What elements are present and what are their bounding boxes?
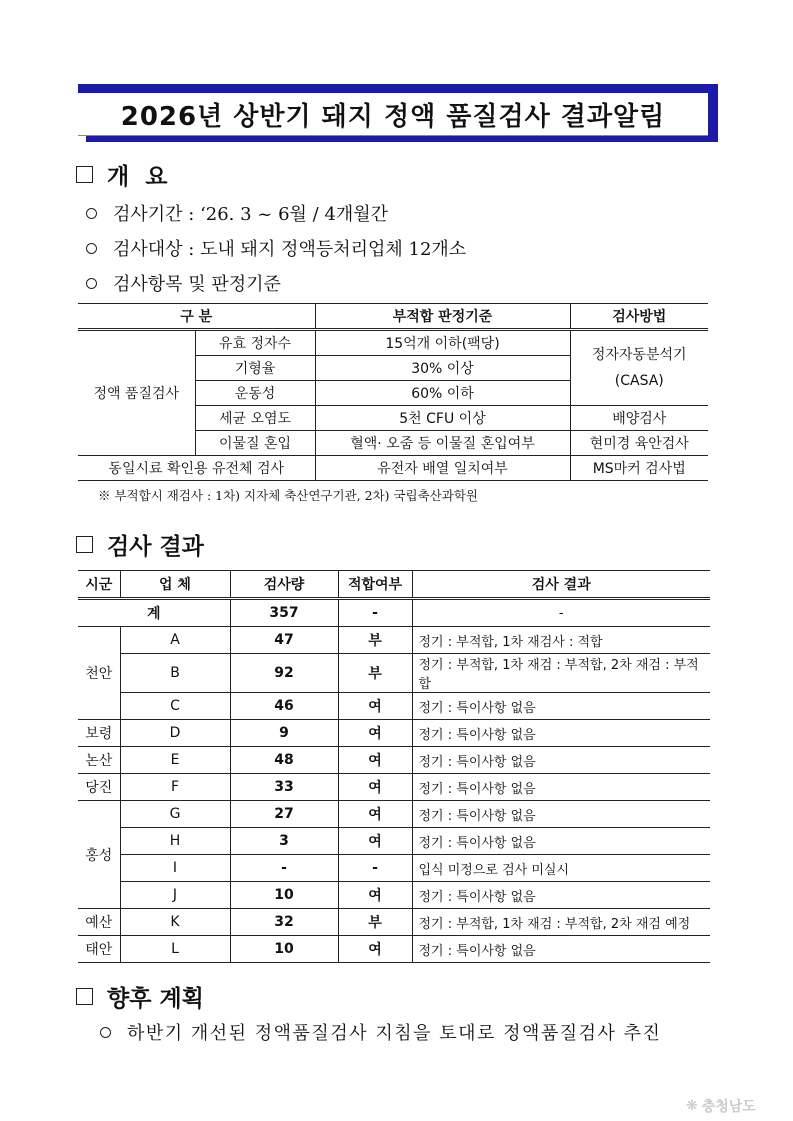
circle-bullet-icon <box>86 278 97 289</box>
circle-bullet-icon <box>86 243 97 254</box>
table-row <box>78 936 710 963</box>
circle-bullet-icon <box>100 1027 111 1038</box>
item-cell: 운동성 <box>195 381 315 406</box>
region-cell: 논산 <box>78 747 120 774</box>
company-cell: H <box>120 828 230 855</box>
amount-cell: 9 <box>230 720 338 747</box>
item-cell: 기형율 <box>195 356 315 381</box>
pass-cell: 여 <box>338 801 412 828</box>
section-heading-overview <box>76 158 171 191</box>
result-cell: 정기 : 특이사항 없음 <box>412 747 710 774</box>
circle-bullet-icon <box>86 208 97 219</box>
table-row <box>78 828 710 855</box>
section-title: 개 요 <box>107 164 172 190</box>
amount-cell: 33 <box>230 774 338 801</box>
result-cell: 정기 : 특이사항 없음 <box>412 774 710 801</box>
section-title: 향후 계획 <box>107 986 204 1012</box>
result-cell: 정기 : 특이사항 없음 <box>412 882 710 909</box>
table-row <box>78 693 710 720</box>
region-cell: 홍성 <box>78 801 120 909</box>
overview-item-target <box>86 235 466 261</box>
amount-cell: - <box>230 855 338 882</box>
page-title: 2026년 상반기 돼지 정액 품질검사 결과알림 <box>78 93 708 136</box>
title-bar-accent <box>78 84 718 93</box>
pass-cell: 부 <box>338 909 412 936</box>
overview-item-text: 검사항목 및 판정기준 <box>113 274 281 295</box>
col-header-region: 시군 <box>78 571 120 599</box>
method-cell-casa <box>570 330 708 406</box>
total-label: 계 <box>78 599 230 627</box>
col-header-company: 업 체 <box>120 571 230 599</box>
total-amount: 357 <box>230 599 338 627</box>
pass-cell: 부 <box>338 627 412 654</box>
pass-cell: 여 <box>338 882 412 909</box>
method-line: 정자자동분석기 <box>591 347 687 363</box>
region-cell: 태안 <box>78 936 120 963</box>
result-cell: 입식 미정으로 검사 미실시 <box>412 855 710 882</box>
square-bullet-icon <box>76 988 93 1005</box>
total-result: - <box>412 599 710 627</box>
section-heading-results <box>76 528 204 561</box>
square-bullet-icon <box>76 166 93 183</box>
item-cell: 유효 정자수 <box>195 330 315 356</box>
table-header-row <box>78 571 710 599</box>
overview-item-criteria <box>86 270 281 296</box>
table-row <box>78 720 710 747</box>
title-banner <box>78 84 718 142</box>
overview-item-text: 검사대상 : 도내 돼지 정액등처리업체 12개소 <box>113 239 467 260</box>
section-heading-plan <box>76 980 204 1013</box>
criterion-cell: 60% 이하 <box>315 381 570 406</box>
result-cell: 정기 : 부적합, 1차 재검 : 부적합, 2차 재검 예정 <box>412 909 710 936</box>
province-emblem-icon: ❋ <box>686 1098 698 1114</box>
footer-logo-text: 충청남도 <box>701 1099 756 1115</box>
criterion-cell: 30% 이상 <box>315 356 570 381</box>
overview-item-text: 검사기간 : ‘26. 3 ~ 6월 / 4개월간 <box>113 204 389 225</box>
pass-cell: 여 <box>338 747 412 774</box>
table-row <box>78 882 710 909</box>
col-header-pass: 적합여부 <box>338 571 412 599</box>
pass-cell: 여 <box>338 774 412 801</box>
amount-cell: 32 <box>230 909 338 936</box>
result-cell: 정기 : 특이사항 없음 <box>412 828 710 855</box>
result-cell: 정기 : 부적합, 1차 재검사 : 적합 <box>412 627 710 654</box>
criterion-cell: 15억개 이하(팩당) <box>315 330 570 356</box>
group-label: 정액 품질검사 <box>78 330 195 456</box>
amount-cell: 10 <box>230 936 338 963</box>
method-cell: 배양검사 <box>570 406 708 431</box>
result-cell: 정기 : 특이사항 없음 <box>412 936 710 963</box>
company-cell: L <box>120 936 230 963</box>
table-row <box>78 855 710 882</box>
section-title: 검사 결과 <box>107 534 204 560</box>
col-header-result: 검사 결과 <box>412 571 710 599</box>
table-row-total <box>78 599 710 627</box>
company-cell: F <box>120 774 230 801</box>
amount-cell: 92 <box>230 654 338 693</box>
region-cell: 천안 <box>78 627 120 720</box>
table-header-row <box>78 304 708 330</box>
title-shadow-bottom <box>86 135 718 142</box>
pass-cell: 여 <box>338 693 412 720</box>
plan-item-text: 하반기 개선된 정액품질검사 지침을 토대로 정액품질검사 추진 <box>127 1023 662 1044</box>
company-cell: G <box>120 801 230 828</box>
square-bullet-icon <box>76 536 93 553</box>
amount-cell: 27 <box>230 801 338 828</box>
company-cell: E <box>120 747 230 774</box>
result-cell: 정기 : 부적합, 1차 재검 : 부적합, 2차 재검 : 부적합 <box>412 654 710 693</box>
amount-cell: 46 <box>230 693 338 720</box>
company-cell: D <box>120 720 230 747</box>
criteria-table <box>78 303 708 481</box>
item-cell: 세균 오염도 <box>195 406 315 431</box>
pass-cell: 여 <box>338 936 412 963</box>
table-row <box>78 330 708 356</box>
region-cell: 예산 <box>78 909 120 936</box>
company-cell: A <box>120 627 230 654</box>
criterion-cell: 유전자 배열 일치여부 <box>315 456 570 481</box>
table-row <box>78 627 710 654</box>
overview-item-period <box>86 200 388 226</box>
item-cell: 이물질 혼입 <box>195 431 315 456</box>
col-header-category: 구 분 <box>78 304 315 330</box>
pass-cell: 여 <box>338 720 412 747</box>
col-header-criterion: 부적합 판정기준 <box>315 304 570 330</box>
region-cell: 보령 <box>78 720 120 747</box>
total-pass: - <box>338 599 412 627</box>
result-cell: 정기 : 특이사항 없음 <box>412 693 710 720</box>
company-cell: I <box>120 855 230 882</box>
criterion-cell: 혈액· 오줌 등 이물질 혼입여부 <box>315 431 570 456</box>
table-row <box>78 456 708 481</box>
method-cell: 현미경 육안검사 <box>570 431 708 456</box>
footer-logo <box>686 1096 756 1116</box>
company-cell: J <box>120 882 230 909</box>
result-cell: 정기 : 특이사항 없음 <box>412 720 710 747</box>
table-row <box>78 801 710 828</box>
method-line: (CASA) <box>614 373 664 389</box>
results-table <box>78 570 710 963</box>
pass-cell: 여 <box>338 828 412 855</box>
table-row <box>78 774 710 801</box>
pass-cell: 부 <box>338 654 412 693</box>
table-row <box>78 747 710 774</box>
company-cell: B <box>120 654 230 693</box>
retest-note: ※ 부적합시 재검사 : 1차) 지자체 축산연구기관, 2차) 국립축산과학원 <box>98 488 479 503</box>
plan-item <box>100 1019 661 1045</box>
item-cell: 동일시료 확인용 유전체 검사 <box>78 456 315 481</box>
method-cell: MS마커 검사법 <box>570 456 708 481</box>
amount-cell: 47 <box>230 627 338 654</box>
pass-cell: - <box>338 855 412 882</box>
col-header-amount: 검사량 <box>230 571 338 599</box>
company-cell: K <box>120 909 230 936</box>
amount-cell: 3 <box>230 828 338 855</box>
amount-cell: 10 <box>230 882 338 909</box>
company-cell: C <box>120 693 230 720</box>
col-header-method: 검사방법 <box>570 304 708 330</box>
result-cell: 정기 : 특이사항 없음 <box>412 801 710 828</box>
table-row <box>78 654 710 693</box>
region-cell: 당진 <box>78 774 120 801</box>
amount-cell: 48 <box>230 747 338 774</box>
table-row <box>78 909 710 936</box>
criterion-cell: 5천 CFU 이상 <box>315 406 570 431</box>
